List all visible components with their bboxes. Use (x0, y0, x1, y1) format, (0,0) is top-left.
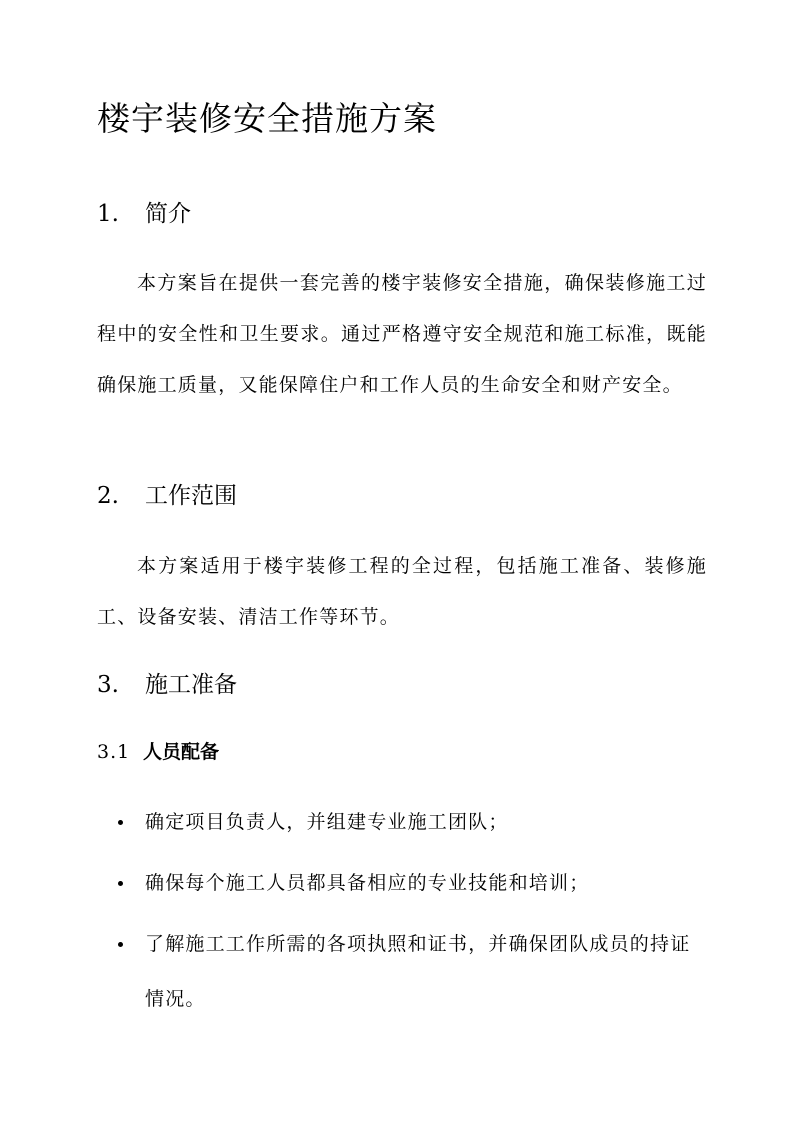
section-heading-preparation (97, 667, 237, 703)
section-heading-scope (97, 478, 237, 514)
bullet-dot-icon (118, 820, 123, 825)
section-number: 2. (97, 483, 119, 509)
list-item (97, 856, 695, 911)
subsection-title: 人员配备 (143, 741, 220, 763)
section-heading-intro (97, 196, 191, 232)
bullet-dot-icon (118, 881, 123, 886)
list-item (97, 917, 695, 1027)
section-number: 3. (97, 672, 119, 698)
list-item-text: 确保每个施工人员都具备相应的专业技能和培训； (145, 872, 590, 894)
list-item (97, 795, 695, 850)
section-title: 工作范围 (145, 483, 237, 509)
subsection-number: 3.1 (97, 741, 131, 763)
list-item-text: 了解施工工作所需的各项执照和证书，并确保团队成员的持证情况。 (145, 933, 691, 1010)
staffing-bullet-list (97, 795, 707, 1027)
intro-paragraph: 本方案旨在提供一套完善的楼宇装修安全措施，确保装修施工过程中的安全性和卫生要求。通过严格遵守安全规范和施工标准，既能确保施工质量，又能保障住户和工作人员的生命安全和财产安全。 (97, 272, 707, 396)
section-number: 1. (97, 201, 119, 227)
document-title: 楼宇装修安全措施方案 (97, 99, 437, 138)
section-title: 简介 (145, 201, 191, 227)
section-title: 施工准备 (145, 672, 237, 698)
scope-paragraph: 本方案适用于楼宇装修工程的全过程，包括施工准备、装修施工、设备安装、清洁工作等环节。 (97, 555, 707, 628)
bullet-dot-icon (118, 942, 123, 947)
subsection-heading-staffing (97, 737, 219, 767)
list-item-text: 确定项目负责人，并组建专业施工团队； (145, 811, 509, 833)
